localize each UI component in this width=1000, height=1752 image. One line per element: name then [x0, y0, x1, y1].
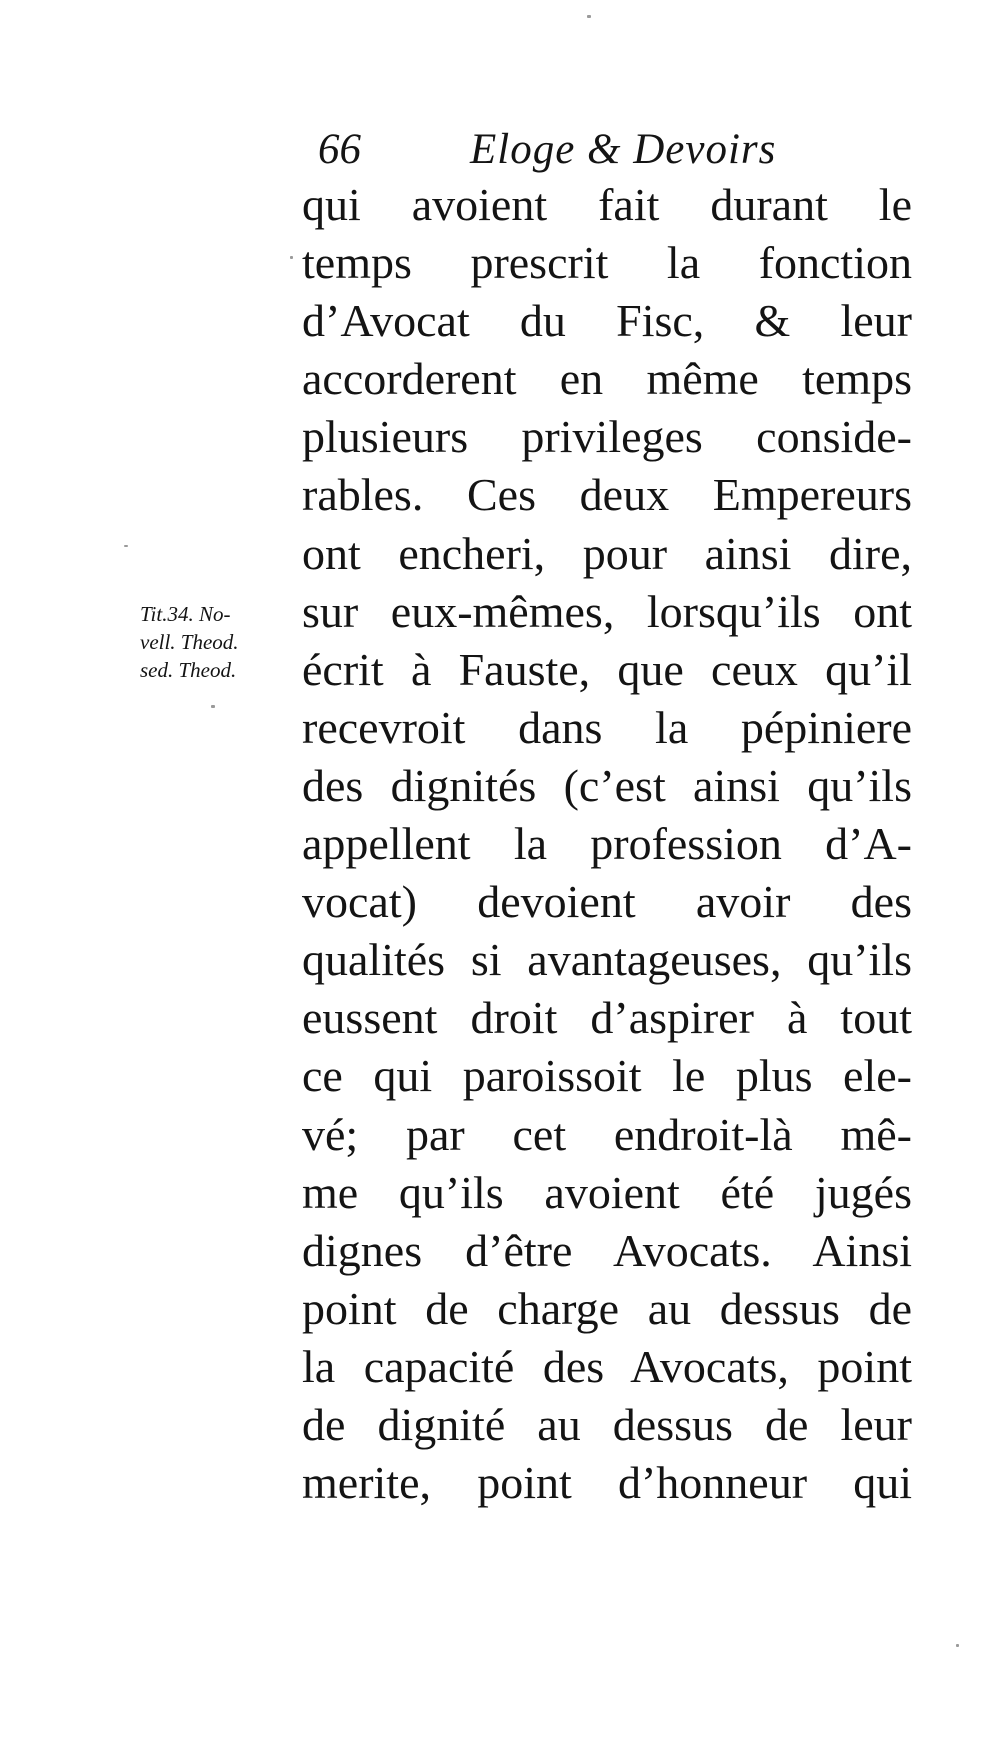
text-line: ont encheri, pour ainsi dire,	[302, 527, 912, 579]
text-line: appellent la profession d’A-	[302, 818, 912, 870]
marginal-note	[140, 600, 304, 684]
text-line: accorderent en même temps	[302, 353, 912, 405]
text-line: me qu’ils avoient été jugés	[302, 1166, 912, 1218]
text-line: écrit à Fauste, que ceux qu’il	[302, 643, 912, 695]
marginal-note-line: Tit.34. No-	[140, 602, 231, 626]
text-line: temps prescrit la fonction	[302, 237, 912, 289]
text-line: la capacité des Avocats, point	[302, 1340, 912, 1392]
text-line: des dignités (c’est ainsi qu’ils	[302, 759, 912, 811]
marginal-note-line: sed. Theod.	[140, 658, 237, 682]
text-line: plusieurs privileges conside-	[302, 411, 912, 463]
text-line: vocat) devoient avoir des	[302, 876, 912, 928]
marginal-note-line: vell. Theod.	[140, 630, 239, 654]
text-line: ce qui paroissoit le plus ele-	[302, 1050, 912, 1102]
scan-speck	[290, 256, 293, 259]
scan-speck	[211, 705, 215, 708]
text-line: vé; par cet endroit-là mê-	[302, 1108, 912, 1160]
text-line: rables. Ces deux Empereurs	[302, 469, 912, 521]
text-line: qualités si avantageuses, qu’ils	[302, 934, 912, 986]
text-line: qui avoient fait durant le	[302, 179, 912, 230]
text-line: eussent droit d’aspirer à tout	[302, 992, 912, 1044]
text-line: dignes d’être Avocats. Ainsi	[302, 1224, 912, 1276]
body-text	[302, 176, 912, 1512]
scan-speck	[956, 1644, 959, 1647]
text-line: point de charge au dessus de	[302, 1282, 912, 1334]
page-number: 66	[318, 126, 361, 173]
running-head: Eloge & Devoirs	[470, 126, 777, 173]
text-line: recevroit dans la pépiniere	[302, 701, 912, 753]
text-line: de dignité au dessus de leur	[302, 1398, 912, 1450]
page-header	[318, 120, 838, 180]
text-line: sur eux-mêmes, lorsqu’ils ont	[302, 585, 912, 637]
text-line: merite, point d’honneur qui	[302, 1457, 912, 1509]
text-line: d’Avocat du Fisc, & leur	[302, 295, 912, 347]
scan-speck	[587, 15, 591, 18]
scan-speck	[124, 545, 128, 547]
